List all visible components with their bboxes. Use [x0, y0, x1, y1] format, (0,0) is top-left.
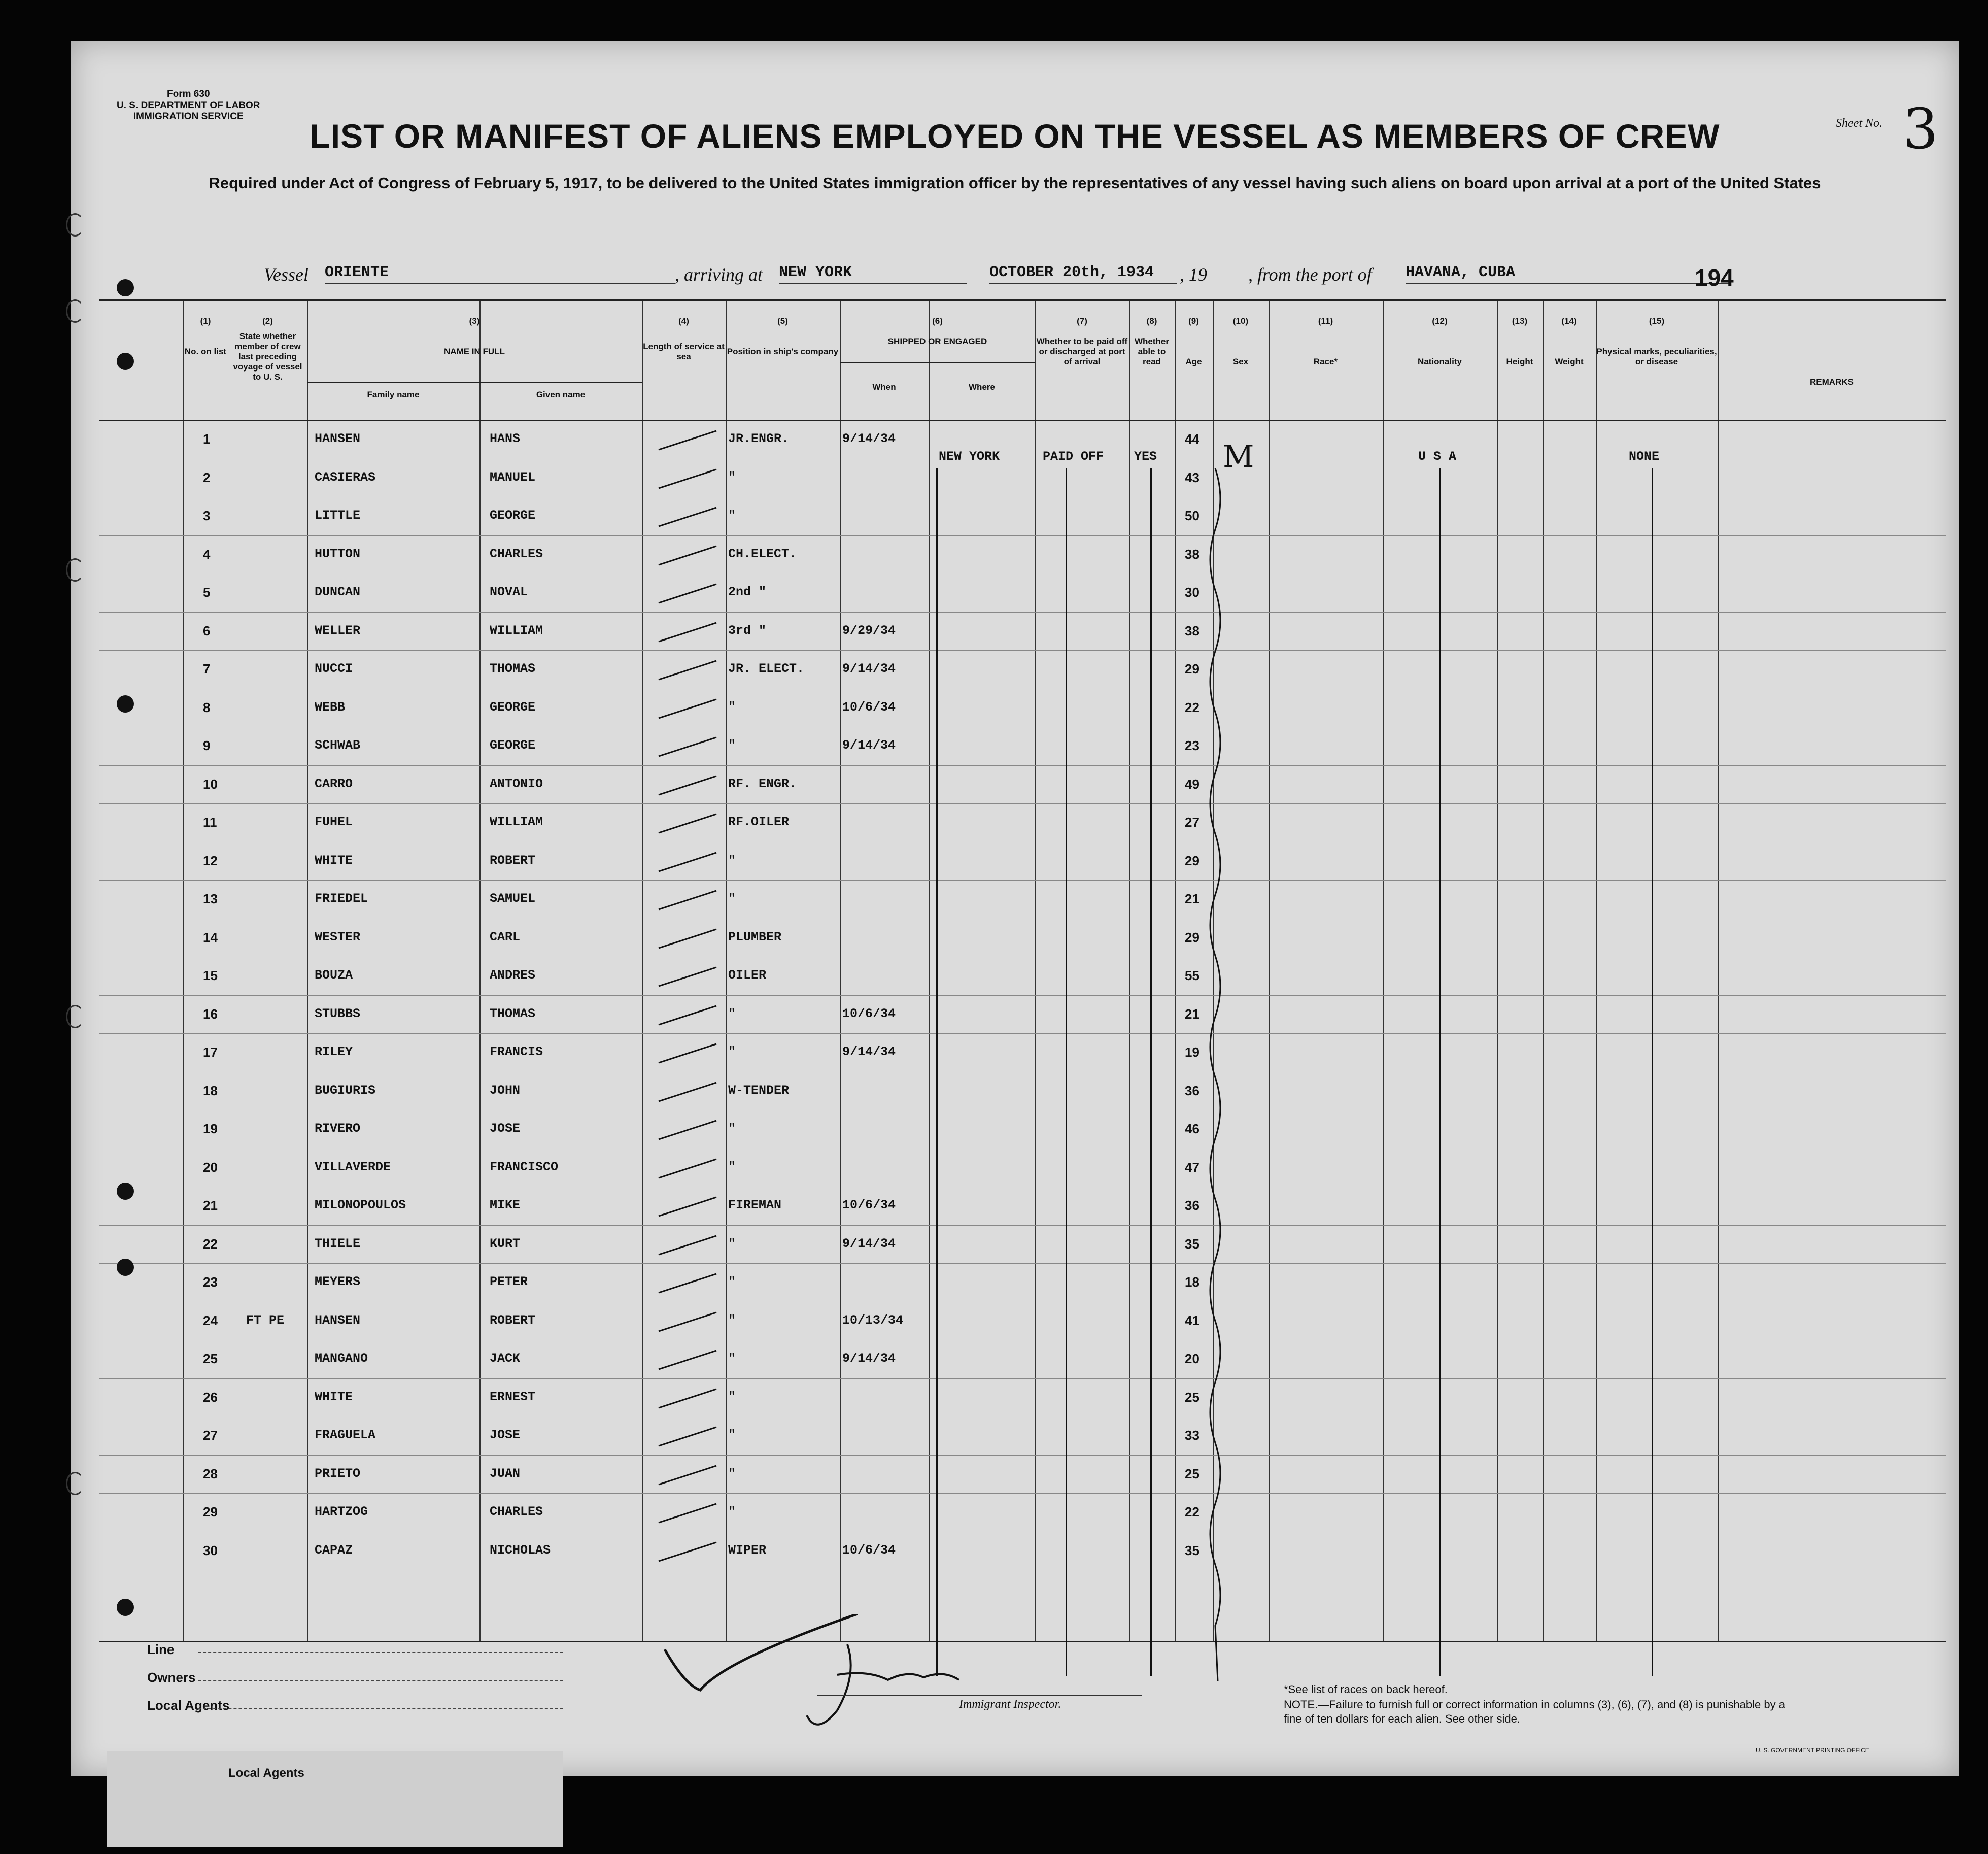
row-when: 10/6/34: [842, 1542, 896, 1558]
row-given: JOSE: [490, 1121, 521, 1136]
row-given: SAMUEL: [490, 891, 536, 906]
row-given: FRANCISCO: [490, 1159, 559, 1174]
row-age: 29: [1185, 929, 1199, 945]
punch-hole: [117, 1259, 134, 1276]
col-given-name-header: Given name: [536, 390, 586, 399]
row-age: 21: [1185, 1006, 1199, 1022]
row-given: MIKE: [490, 1198, 521, 1212]
row-position: ": [728, 1389, 736, 1404]
row-position: ": [728, 738, 736, 753]
row-position: ": [728, 1312, 736, 1328]
row-given: GEORGE: [490, 508, 536, 523]
row-age: 38: [1185, 623, 1199, 638]
arriving-label: , arriving at: [675, 264, 763, 285]
service-tick-mark: [658, 622, 716, 642]
row-family: WHITE: [315, 1389, 353, 1404]
service-tick-mark: [658, 1005, 716, 1025]
row-position: ": [728, 469, 736, 485]
penalty-note: NOTE.—Failure to furnish full or correct information in columns (3), (6), (7), and (8) is punishable by a fine of ten dollars for each alien. See other side.: [1284, 1698, 1785, 1725]
row-age: 21: [1185, 891, 1199, 906]
row-no: 12: [203, 853, 218, 868]
row-age: 18: [1185, 1274, 1199, 1290]
service-tick-mark: [658, 430, 716, 451]
row-position: ": [728, 1466, 736, 1481]
col-age-header: (9) Age: [1185, 316, 1202, 366]
service-tick-mark: [658, 737, 716, 757]
row-family: FRIEDEL: [315, 891, 368, 906]
row-family: LITTLE: [315, 508, 361, 523]
row-no: 5: [203, 585, 211, 600]
row-position: CH.ELECT.: [728, 546, 797, 561]
row-no: 6: [203, 623, 211, 638]
row-age: 33: [1185, 1428, 1199, 1443]
row-family: HUTTON: [315, 546, 361, 561]
row-position: ": [728, 891, 736, 906]
service-tick-mark: [658, 852, 716, 872]
row-position: ": [728, 1121, 736, 1136]
col-marks-header: (15) Physical marks, peculiarities, or disease: [1596, 316, 1717, 366]
service-tick-mark: [658, 660, 716, 681]
row-given: KURT: [490, 1236, 521, 1251]
row-given: THOMAS: [490, 1006, 536, 1021]
row-no: 4: [203, 546, 211, 562]
row-position: FIREMAN: [728, 1198, 782, 1212]
row-position: ": [728, 853, 736, 868]
row-family: MANGANO: [315, 1351, 368, 1366]
ditto-line-read: [1150, 468, 1152, 1676]
row-when: 9/14/34: [842, 1044, 896, 1059]
col-no-header: (1) No. on list: [184, 316, 227, 356]
row-no: 1: [203, 431, 211, 447]
row-prev: FT PE: [246, 1312, 285, 1328]
row-no: 2: [203, 469, 211, 485]
col-read-header: (8) Whether able to read: [1135, 316, 1169, 366]
row-when: 10/6/34: [842, 1006, 896, 1021]
row-age: 25: [1185, 1466, 1199, 1481]
row-divider: [99, 1263, 1946, 1264]
row-age: 36: [1185, 1198, 1199, 1213]
row-age: 22: [1185, 699, 1199, 715]
row-given: WILLIAM: [490, 815, 543, 829]
row-family: HANSEN: [315, 431, 361, 446]
ditto-line-marks: [1652, 468, 1653, 1676]
row-when: 9/29/34: [842, 623, 896, 638]
row-no: 16: [203, 1006, 218, 1022]
row-position: ": [728, 1006, 736, 1021]
row-age: 20: [1185, 1351, 1199, 1366]
row-given: ERNEST: [490, 1389, 536, 1404]
row-family: HANSEN: [315, 1312, 361, 1328]
row-age: 19: [1185, 1044, 1199, 1060]
row-age: 25: [1185, 1389, 1199, 1405]
punch-hole: [117, 1183, 134, 1200]
row-age: 49: [1185, 776, 1199, 792]
row-given: ANTONIO: [490, 776, 543, 791]
able-to-read-value: YES: [1134, 449, 1157, 464]
row-divider: [99, 1225, 1946, 1226]
row-age: 50: [1185, 508, 1199, 523]
row-age: 23: [1185, 738, 1199, 753]
row-given: ROBERT: [490, 853, 536, 868]
row-family: THIELE: [315, 1236, 361, 1251]
punch-hole: [117, 695, 134, 713]
row-position: ": [728, 508, 736, 523]
ditto-line-nationality: [1439, 468, 1441, 1676]
row-family: DUNCAN: [315, 585, 361, 599]
punch-hole: [117, 1599, 134, 1616]
service-tick-mark: [658, 1311, 716, 1332]
row-no: 28: [203, 1466, 218, 1481]
shipped-where-value: NEW YORK: [939, 449, 1000, 464]
arrival-date: OCTOBER 20th, 1934: [989, 264, 1177, 284]
row-divider: [99, 995, 1946, 996]
row-given: CHARLES: [490, 546, 543, 561]
row-position: JR. ELECT.: [728, 661, 805, 676]
row-age: 36: [1185, 1083, 1199, 1098]
row-no: 14: [203, 929, 218, 945]
arrival-port: NEW YORK: [779, 264, 967, 284]
row-position: 3rd ": [728, 623, 767, 638]
row-given: ROBERT: [490, 1312, 536, 1328]
row-given: WILLIAM: [490, 623, 543, 638]
row-when: 10/6/34: [842, 1198, 896, 1212]
binder-ring: [66, 213, 84, 237]
row-position: 2nd ": [728, 585, 767, 599]
row-no: 17: [203, 1044, 218, 1060]
line-label: Line: [147, 1642, 175, 1657]
service-tick-mark: [658, 468, 716, 489]
row-age: 38: [1185, 546, 1199, 562]
row-age: 27: [1185, 815, 1199, 830]
row-given: NOVAL: [490, 585, 528, 599]
row-family: VILLAVERDE: [315, 1159, 391, 1174]
department-name: U. S. DEPARTMENT OF LABOR: [117, 100, 260, 111]
manifest-sheet: [71, 41, 1959, 1776]
vessel-name: ORIENTE: [325, 264, 675, 284]
row-position: ": [728, 1274, 736, 1289]
crew-table: [99, 299, 1946, 1642]
row-when: 10/13/34: [842, 1312, 904, 1328]
service-tick-mark: [658, 1541, 716, 1562]
row-given: GEORGE: [490, 699, 536, 715]
col-service-header: (4) Length of service at sea: [643, 316, 725, 361]
service-tick-mark: [658, 1158, 716, 1178]
row-when: 10/6/34: [842, 699, 896, 715]
row-position: ": [728, 1504, 736, 1519]
row-given: HANS: [490, 431, 521, 446]
punch-hole: [117, 353, 134, 370]
row-divider: [99, 803, 1946, 804]
col-remarks-header: REMARKS: [1810, 377, 1854, 387]
row-age: 35: [1185, 1236, 1199, 1252]
row-position: JR.ENGR.: [728, 431, 790, 446]
row-no: 8: [203, 699, 211, 715]
row-age: 47: [1185, 1159, 1199, 1175]
vessel-label: Vessel: [264, 264, 309, 285]
row-no: 24: [203, 1312, 218, 1328]
row-no: 29: [203, 1504, 218, 1520]
row-family: HARTZOG: [315, 1504, 368, 1519]
service-tick-mark: [658, 1120, 716, 1140]
service-tick-mark: [658, 1465, 716, 1485]
row-position: ": [728, 699, 736, 715]
row-no: 21: [203, 1198, 218, 1213]
row-divider: [99, 612, 1946, 613]
row-no: 11: [203, 815, 217, 830]
service-tick-mark: [658, 890, 716, 911]
service-tick-mark: [658, 1043, 716, 1064]
row-no: 10: [203, 776, 218, 792]
row-position: ": [728, 1428, 736, 1442]
row-family: MEYERS: [315, 1274, 361, 1289]
row-no: 7: [203, 661, 211, 677]
row-family: WELLER: [315, 623, 361, 638]
row-position: RF.OILER: [728, 815, 790, 829]
col-shipped-header: (6) SHIPPED OR ENGAGED: [887, 316, 987, 346]
row-no: 9: [203, 738, 211, 753]
row-family: RILEY: [315, 1044, 353, 1059]
row-when: 9/14/34: [842, 1351, 896, 1366]
year-label: , 19: [1180, 264, 1207, 285]
row-position: WIPER: [728, 1542, 767, 1558]
service-tick-mark: [658, 1082, 716, 1102]
row-no: 22: [203, 1236, 218, 1252]
service-tick-mark: [658, 1197, 716, 1217]
service-tick-mark: [658, 775, 716, 795]
row-age: 41: [1185, 1312, 1199, 1328]
document-subtitle: Required under Act of Congress of February 5, 1917, to be delivered to the United States immigration officer by the representatives of any vessel having such aliens on board upon arrival at a port of the United States: [209, 174, 1821, 192]
row-divider: [99, 1378, 1946, 1379]
row-no: 19: [203, 1121, 218, 1136]
printing-office: U. S. GOVERNMENT PRINTING OFFICE: [1756, 1747, 1869, 1754]
col-race-header: (11) Race*: [1313, 316, 1338, 366]
row-divider: [99, 765, 1946, 766]
row-age: 29: [1185, 661, 1199, 677]
col-name-header: (3) NAME IN FULL: [444, 316, 505, 356]
service-tick-mark: [658, 584, 716, 604]
col-paid-off-header: (7) Whether to be paid off or discharged at port of arrival: [1036, 316, 1128, 366]
row-position: W-TENDER: [728, 1083, 790, 1098]
row-no: 3: [203, 508, 211, 523]
col-height-header: (13) Height: [1506, 316, 1533, 366]
row-divider: [99, 880, 1946, 881]
row-divider: [99, 1033, 1946, 1034]
punch-hole: [117, 279, 134, 296]
row-position: ": [728, 1044, 736, 1059]
row-divider: [99, 535, 1946, 536]
row-no: 30: [203, 1542, 218, 1558]
row-position: ": [728, 1236, 736, 1251]
row-no: 18: [203, 1083, 218, 1098]
row-no: 27: [203, 1428, 218, 1443]
row-position: ": [728, 1159, 736, 1174]
service-tick-mark: [658, 1388, 716, 1408]
departure-port: HAVANA, CUBA: [1406, 264, 1730, 284]
row-family: CAPAZ: [315, 1542, 353, 1558]
sex-value: M: [1223, 439, 1254, 475]
service-tick-mark: [658, 928, 716, 949]
row-given: JUAN: [490, 1466, 521, 1481]
row-divider: [99, 650, 1946, 651]
row-position: OILER: [728, 968, 767, 983]
col-nationality-header: (12) Nationality: [1418, 316, 1462, 366]
ditto-line-where: [936, 468, 938, 1676]
folded-agents-label: Local Agents: [228, 1766, 304, 1780]
col-family-name-header: Family name: [367, 390, 420, 399]
service-tick-mark: [658, 1427, 716, 1447]
ditto-line-sex: [1195, 468, 1236, 1681]
from-label: , from the port of: [1248, 264, 1372, 285]
binder-ring: [66, 1005, 84, 1028]
row-given: CARL: [490, 929, 521, 945]
row-family: WESTER: [315, 929, 361, 945]
sheet-number-label: Sheet No.: [1836, 117, 1882, 130]
service-tick-mark: [658, 814, 716, 834]
service-tick-mark: [658, 967, 716, 987]
row-age: 35: [1185, 1542, 1199, 1558]
row-family: RIVERO: [315, 1121, 361, 1136]
service-tick-mark: [658, 1503, 716, 1524]
service-tick-mark: [658, 1235, 716, 1255]
row-given: MANUEL: [490, 469, 536, 485]
service-tick-mark: [658, 1350, 716, 1370]
row-age: 30: [1185, 585, 1199, 600]
row-given: NICHOLAS: [490, 1542, 551, 1558]
col-position-header: (5) Position in ship's company: [727, 316, 839, 356]
row-age: 43: [1185, 469, 1199, 485]
races-note: *See list of races on back hereof.: [1284, 1683, 1448, 1696]
col-prev-voyage-header: (2) State whether member of crew last preceding voyage of vessel to U. S.: [233, 316, 302, 382]
service-tick-mark: [658, 507, 716, 527]
row-given: JACK: [490, 1351, 521, 1366]
row-family: STUBBS: [315, 1006, 361, 1021]
row-age: 22: [1185, 1504, 1199, 1520]
row-no: 20: [203, 1159, 218, 1175]
col-weight-header: (14) Weight: [1555, 316, 1584, 366]
binder-ring: [66, 1472, 84, 1495]
row-given: PETER: [490, 1274, 528, 1289]
row-age: 46: [1185, 1121, 1199, 1136]
page-number: 194: [1695, 264, 1734, 291]
voyage-line: [71, 264, 1959, 294]
row-age: 44: [1185, 431, 1199, 447]
sheet-number: 3: [1903, 96, 1938, 161]
row-when: 9/14/34: [842, 738, 896, 753]
service-tick-mark: [658, 545, 716, 565]
row-divider: [99, 1455, 1946, 1456]
row-divider: [99, 1493, 1946, 1494]
inspector-label: Immigrant Inspector.: [959, 1698, 1061, 1711]
row-given: CHARLES: [490, 1504, 543, 1519]
row-given: JOHN: [490, 1083, 521, 1098]
row-no: 13: [203, 891, 218, 906]
row-given: JOSE: [490, 1428, 521, 1442]
row-family: WEBB: [315, 699, 346, 715]
row-family: WHITE: [315, 853, 353, 868]
service-name: IMMIGRATION SERVICE: [133, 111, 244, 122]
binder-ring: [66, 558, 84, 582]
document-title: LIST OR MANIFEST OF ALIENS EMPLOYED ON THE VESSEL AS MEMBERS OF CREW: [310, 117, 1720, 155]
col-sex-header: (10) Sex: [1232, 316, 1249, 366]
binder-ring: [66, 299, 84, 323]
folded-page-edge: [107, 1751, 563, 1847]
row-given: FRANCIS: [490, 1044, 543, 1059]
row-family: CASIERAS: [315, 469, 376, 485]
row-no: 26: [203, 1389, 218, 1405]
row-when: 9/14/34: [842, 1236, 896, 1251]
row-given: ANDRES: [490, 968, 536, 983]
row-age: 55: [1185, 968, 1199, 983]
owners-label: Owners: [147, 1670, 196, 1685]
row-when: 9/14/34: [842, 431, 896, 446]
row-when: 9/14/34: [842, 661, 896, 676]
row-position: ": [728, 1351, 736, 1366]
row-family: BUGIURIS: [315, 1083, 376, 1098]
row-age: 29: [1185, 853, 1199, 868]
row-no: 15: [203, 968, 218, 983]
row-family: PRIETO: [315, 1466, 361, 1481]
row-position: PLUMBER: [728, 929, 782, 945]
ditto-line-paid: [1066, 468, 1067, 1676]
row-position: RF. ENGR.: [728, 776, 797, 791]
row-family: CARRO: [315, 776, 353, 791]
row-family: MILONOPOULOS: [315, 1198, 406, 1212]
row-no: 25: [203, 1351, 218, 1366]
row-family: BOUZA: [315, 968, 353, 983]
service-tick-mark: [658, 1273, 716, 1294]
row-no: 23: [203, 1274, 218, 1290]
local-agents-label: Local Agents: [147, 1698, 230, 1713]
service-tick-mark: [658, 698, 716, 719]
row-family: NUCCI: [315, 661, 353, 676]
row-given: THOMAS: [490, 661, 536, 676]
row-family: FUHEL: [315, 815, 353, 829]
physical-marks-value: NONE: [1629, 449, 1660, 464]
row-given: GEORGE: [490, 738, 536, 753]
row-family: SCHWAB: [315, 738, 361, 753]
col-when-header: When: [872, 382, 896, 392]
nationality-value: U S A: [1418, 449, 1457, 464]
col-where-header: Where: [969, 382, 995, 392]
row-family: FRAGUELA: [315, 1428, 376, 1442]
inspector-signature: [655, 1614, 1162, 1766]
form-number: Form 630: [167, 89, 210, 99]
paid-off-value: PAID OFF: [1043, 449, 1104, 464]
